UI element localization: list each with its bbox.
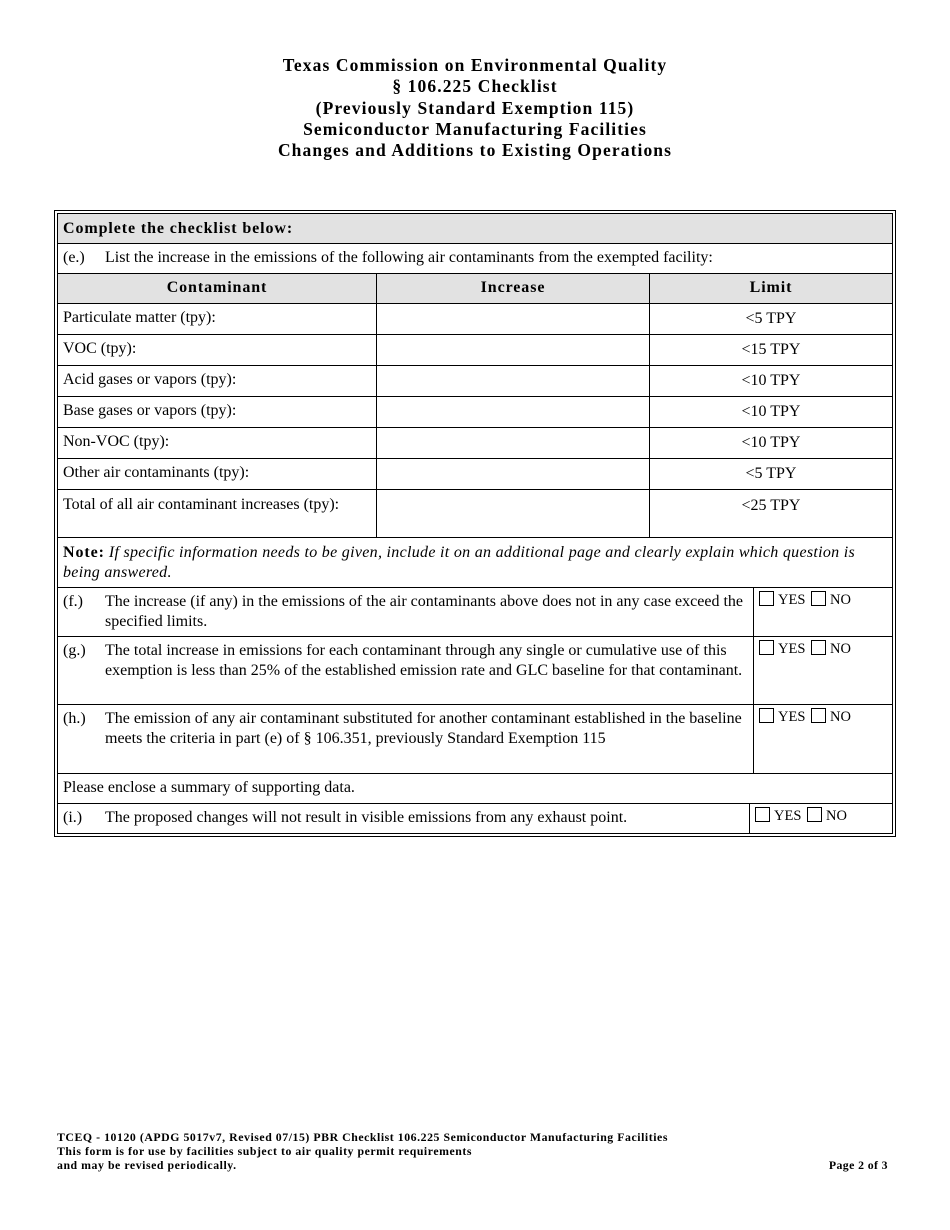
footer-form-id: TCEQ - 10120 (APDG 5017v7, Revised 07/15) PBR Checklist 106.225 Semiconductor Manufacturing Facilities xyxy=(57,1130,668,1144)
no-checkbox[interactable] xyxy=(811,591,826,606)
yes-label: YES xyxy=(774,808,802,824)
question-i xyxy=(58,804,892,833)
contaminant-cell: Particulate matter (tpy): xyxy=(58,304,377,334)
item-e-label: (e.) xyxy=(63,249,85,266)
limit-cell: <15 TPY xyxy=(741,341,801,358)
question-label: (f.) xyxy=(63,593,83,610)
increase-input[interactable] xyxy=(377,459,650,489)
note-label: Note: xyxy=(63,544,105,561)
limit-cell: <10 TPY xyxy=(741,403,801,420)
yes-no-options xyxy=(754,705,892,773)
increase-input[interactable] xyxy=(377,366,650,396)
limit-cell: <5 TPY xyxy=(745,465,797,482)
limit-cell: <5 TPY xyxy=(745,310,797,327)
limit-cell: <10 TPY xyxy=(741,434,801,451)
yes-no-options xyxy=(754,637,892,704)
question-g xyxy=(58,637,892,705)
checklist-title: § 106.225 Checklist xyxy=(392,76,558,97)
no-checkbox[interactable] xyxy=(811,640,826,655)
increase-input[interactable] xyxy=(377,428,650,458)
yes-label: YES xyxy=(778,709,806,725)
table-row xyxy=(58,304,892,335)
contaminant-cell: Total of all air contaminant increases (tpy): xyxy=(58,490,377,537)
no-checkbox[interactable] xyxy=(807,807,822,822)
increase-input[interactable] xyxy=(377,304,650,334)
no-checkbox[interactable] xyxy=(811,708,826,723)
limit-cell: <25 TPY xyxy=(741,497,801,514)
no-label: NO xyxy=(826,808,847,824)
question-h xyxy=(58,705,892,774)
checklist-scope: Changes and Additions to Existing Operations xyxy=(277,140,673,161)
yes-checkbox[interactable] xyxy=(759,591,774,606)
checklist-form xyxy=(54,210,896,837)
header-limit: Limit xyxy=(749,279,793,296)
table-row xyxy=(58,335,892,366)
header-contaminant: Contaminant xyxy=(58,274,377,303)
table-row xyxy=(58,366,892,397)
yes-no-options xyxy=(750,804,892,833)
question-text: The emission of any air contaminant substituted for another contaminant established in the baseline meets the criteria in part (e) of § 106.351, previously Standard Exemption 115 xyxy=(105,710,742,747)
previous-exemption: (Previously Standard Exemption 115) xyxy=(315,97,635,118)
no-label: NO xyxy=(830,592,851,608)
page-number: Page 2 of 3 xyxy=(828,1158,888,1172)
question-label: (g.) xyxy=(63,642,86,659)
enclose-instruction: Please enclose a summary of supporting data. xyxy=(58,774,892,804)
footer-usage: This form is for use by facilities subject to air quality permit requirements xyxy=(57,1143,473,1158)
yes-no-options xyxy=(754,588,892,636)
item-e xyxy=(58,244,892,274)
increase-input[interactable] xyxy=(377,397,650,427)
table-row xyxy=(58,397,892,428)
footer-revision: and may be revised periodically. xyxy=(57,1157,237,1172)
form-title: Complete the checklist below: xyxy=(58,214,892,244)
contaminant-cell: Other air contaminants (tpy): xyxy=(58,459,377,489)
table-header xyxy=(58,274,892,304)
no-label: NO xyxy=(830,709,851,725)
yes-checkbox[interactable] xyxy=(759,640,774,655)
limit-cell: <10 TPY xyxy=(741,372,801,389)
table-row xyxy=(58,428,892,459)
table-row-total xyxy=(58,490,892,538)
question-text: The total increase in emissions for each contaminant through any single or cumulative use of this exemption is less than 25% of the established emission rate and GLC baseline for that contaminant. xyxy=(105,642,743,679)
contaminant-cell: Acid gases or vapors (tpy): xyxy=(58,366,377,396)
question-text: The increase (if any) in the emissions of the air contaminants above does not in any case exceed the specified limits. xyxy=(105,593,743,630)
note xyxy=(58,538,892,588)
facility-subject: Semiconductor Manufacturing Facilities xyxy=(303,118,647,139)
question-f xyxy=(58,588,892,637)
question-label: (h.) xyxy=(63,710,86,727)
increase-input[interactable] xyxy=(377,490,650,537)
question-label: (i.) xyxy=(63,809,83,826)
document-header xyxy=(0,55,950,161)
no-label: NO xyxy=(830,641,851,657)
form-footer xyxy=(57,1131,668,1172)
item-e-text: List the increase in the emissions of the following air contaminants from the exempted facility: xyxy=(105,249,713,266)
note-text: If specific information needs to be given, include it on an additional page and clearly explain which question is being answered. xyxy=(63,544,856,581)
contaminant-cell: Non-VOC (tpy): xyxy=(58,428,377,458)
increase-input[interactable] xyxy=(377,335,650,365)
contaminant-cell: VOC (tpy): xyxy=(58,335,377,365)
yes-label: YES xyxy=(778,592,806,608)
yes-label: YES xyxy=(778,641,806,657)
yes-checkbox[interactable] xyxy=(755,807,770,822)
question-text: The proposed changes will not result in visible emissions from any exhaust point. xyxy=(105,809,628,826)
contaminant-cell: Base gases or vapors (tpy): xyxy=(58,397,377,427)
yes-checkbox[interactable] xyxy=(759,708,774,723)
table-row xyxy=(58,459,892,490)
agency-name: Texas Commission on Environmental Quality xyxy=(282,55,668,75)
header-increase: Increase xyxy=(377,274,650,303)
